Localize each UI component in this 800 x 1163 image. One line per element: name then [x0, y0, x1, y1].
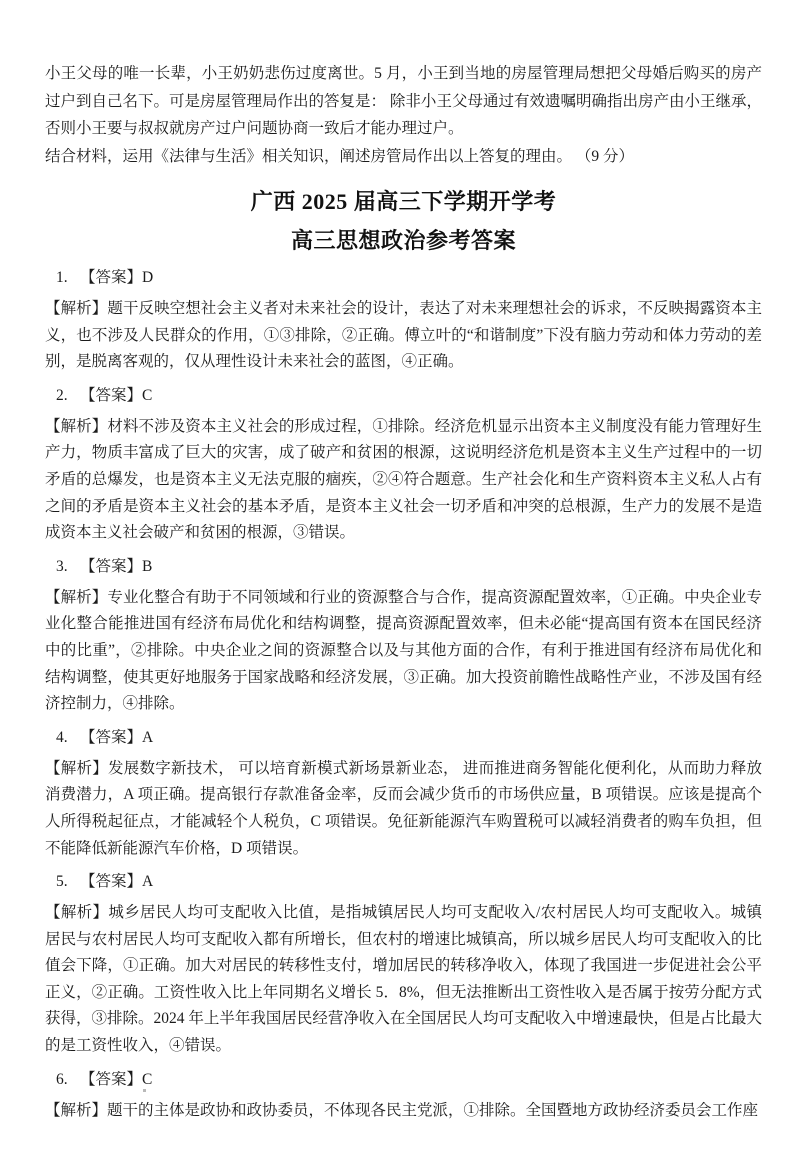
analysis-label: 【解析】: [45, 300, 108, 317]
answer-item-4: [45, 727, 762, 862]
answer-item-5: [45, 871, 762, 1060]
answer-item-6: [45, 1069, 762, 1125]
answer-number: 5.: [56, 873, 68, 891]
analysis-text: 城乡居民人均可支配收入比值，是指城镇居民人均可支配收入/农村居民人均可支配收入。城镇居民与农村居民人均可支配收入都有所增长，但农村的增速比城镇高，所以城乡居民人均可支配收入的比值会下降，①正确。加大对居民的转移性支付，增加居民的转移净收入，体现了我国进一步促进社会公平正义，②正确。工资性收入比上年同期名义增长 5．8%，但无法推断出工资性收入是否属于按劳分配方式获得，③排除。2024 年上半年我国居民经营净收入在全国居民人均可支配收入中增速最快，但是占比最大的是工资性收入，④错误。: [45, 904, 762, 1055]
analysis-text: 发展数字新技术， 可以培育新模式新场景新业态， 进而推进商务智能化便利化，从而助力释放消费潜力，A 项正确。提高银行存款准备金率，反而会减少货币的市场供应量，B 项错误。应该是提高个人所得税起征点，才能减轻个人税负，C 项错误。免征新能源汽车购置税可以减轻消费者的购车负担，但不能降低新能源汽车价格，D 项错误。: [45, 759, 762, 857]
analysis-text: 专业化整合有助于不同领域和行业的资源整合与合作，提高资源配置效率，①正确。中央企业专业化整合能推进国有经济布局优化和结构调整，提高资源配置效率，但未必能“提高国有资本在国民经济中的比重”，②排除。中央企业之间的资源整合以及与其他方面的合作，有利于推进国有经济布局优化和结构调整，使其更好地服务于国家战略和经济发展，③正确。加大投资前瞻性战略性产业，不涉及国有经济控制力，④排除。: [45, 588, 762, 713]
answer-label: 【答案】: [80, 728, 143, 746]
scan-artifact-dot: [143, 1089, 146, 1092]
analysis-paragraph: [45, 296, 762, 376]
answer-item-1: [45, 267, 762, 376]
analysis-label: 【解析】: [45, 904, 109, 922]
question-prompt: 结合材料，运用《法律与生活》相关知识，阐述房管局作出以上答复的理由。 （9 分）: [45, 147, 635, 165]
analysis-label: 【解析】: [45, 759, 109, 777]
answer-number: 2.: [56, 386, 68, 404]
answer-letter: C: [142, 386, 153, 404]
analysis-paragraph: [45, 585, 762, 718]
answer-line: [45, 556, 762, 578]
answer-line: [45, 385, 762, 407]
analysis-label: 【解析】: [45, 1101, 108, 1119]
answer-number: 6.: [56, 1070, 68, 1088]
answer-label: 【答案】: [80, 269, 143, 286]
analysis-paragraph: [45, 1098, 762, 1125]
answer-line: [45, 267, 762, 289]
answer-number: 4.: [56, 728, 68, 746]
answer-letter: B: [142, 557, 153, 575]
analysis-text: 材料不涉及资本主义社会的形成过程，①排除。经济危机显示出资本主义制度没有能力管理好生产力，物质丰富成了巨大的灾害，成了破产和贫困的根源，这说明经济危机是资本主义生产过程中的一切矛盾的总爆发，也是资本主义无法克服的痼疾，②④符合题意。生产社会化和生产资料资本主义私人占有之间的矛盾是资本主义社会的基本矛盾，是资本主义社会一切矛盾和冲突的总根源，生产力的发展不是造成资本主义社会破产和贫困的根源，③错误。: [45, 417, 762, 542]
intro-paragraph: 小王父母的唯一长辈，小王奶奶悲伤过度离世。5 月，小王到当地的房屋管理局想把父母婚后购买的房产过户到自己名下。可是房屋管理局作出的答复是： 除非小王父母通过有效遗嘱明确指出房产由小王继承， 否则小王要与叔叔就房产过户问题协商一致后才能办理过户。: [45, 65, 762, 137]
answer-label: 【答案】: [80, 1070, 143, 1088]
analysis-paragraph: [45, 414, 762, 547]
answer-letter: A: [142, 873, 154, 891]
analysis-label: 【解析】: [45, 588, 108, 606]
answer-letter: C: [142, 1070, 153, 1088]
analysis-paragraph: [45, 900, 762, 1060]
analysis-text: 题干反映空想社会主义者对未来社会的设计，表达了对未来理想社会的诉求，不反映揭露资本主义，也不涉及人民群众的作用，①③排除，②正确。傅立叶的“和谐制度”下没有脑力劳动和体力劳动的差别，是脱离客观的，仅从理性设计未来社会的蓝图，④正确。: [45, 300, 762, 371]
answer-line: [45, 871, 762, 893]
answer-line: [45, 727, 762, 749]
intro-block: [45, 60, 762, 170]
answer-letter: D: [142, 269, 154, 286]
answer-item-2: [45, 385, 762, 547]
answer-letter: A: [142, 728, 154, 746]
answer-line: [45, 1069, 762, 1091]
answer-number: 3.: [56, 557, 68, 575]
answer-label: 【答案】: [80, 386, 143, 404]
answer-label: 【答案】: [80, 873, 143, 891]
analysis-label: 【解析】: [45, 417, 108, 435]
document-subtitle: 高三思想政治参考答案: [290, 228, 516, 253]
answer-number: 1.: [56, 269, 68, 286]
answer-label: 【答案】: [80, 557, 143, 575]
analysis-paragraph: [45, 756, 762, 862]
document-title: 广西 2025 届高三下学期开学考: [250, 189, 557, 214]
analysis-text: 题干的主体是政协和政协委员，不体现各民主党派，①排除。全国暨地方政协经济委员会工作座: [107, 1101, 759, 1119]
answer-item-3: [45, 556, 762, 718]
